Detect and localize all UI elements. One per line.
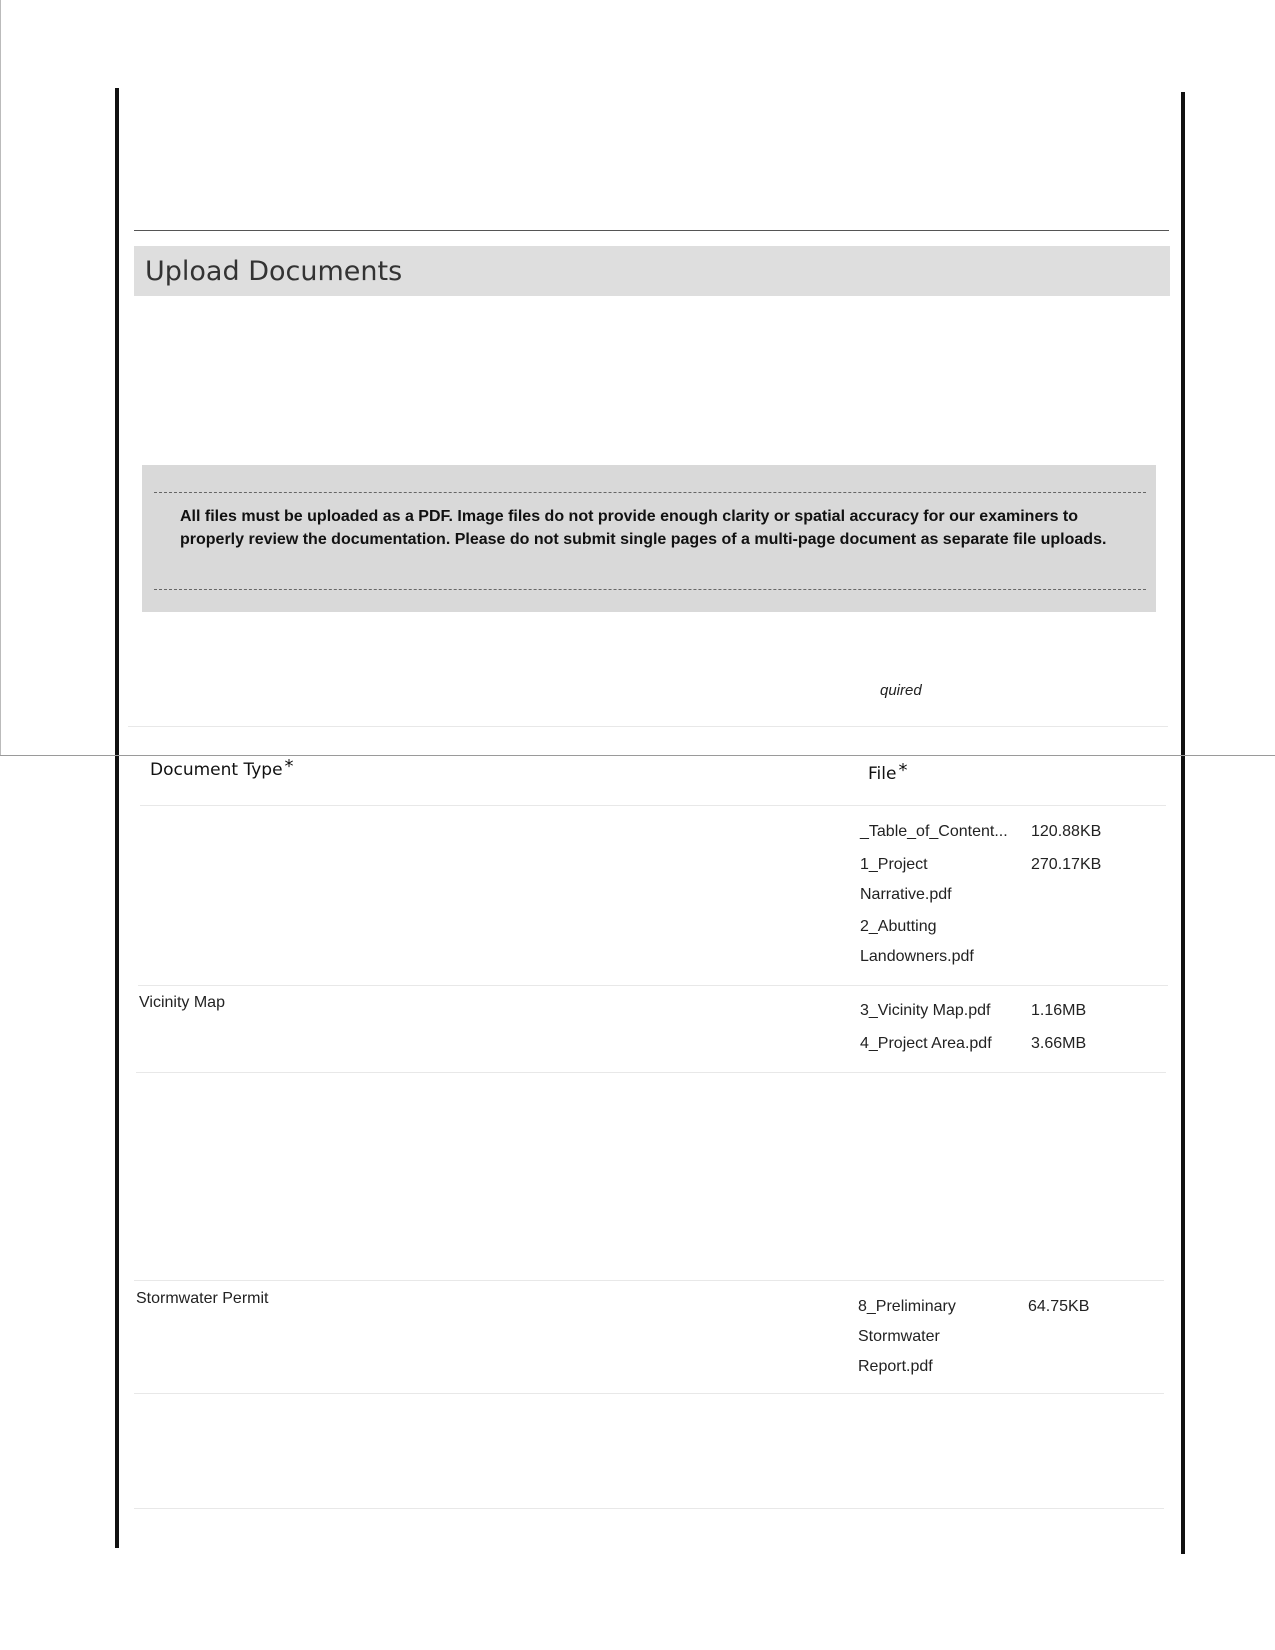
row-divider [140, 805, 1166, 806]
column-header-document-type-label: Document Type [150, 760, 283, 780]
scan-border-left [115, 88, 119, 1548]
notice-top-divider [154, 492, 1146, 493]
file-size: 1.16MB [1031, 1002, 1087, 1019]
section-header [134, 246, 1170, 296]
file-link[interactable]: 2_Abutting Landowners.pdf [860, 918, 974, 965]
notice-bottom-divider [154, 589, 1146, 590]
file-size: 64.75KB [1028, 1298, 1090, 1315]
scan-left-edge [0, 0, 1, 755]
file-link[interactable]: 4_Project Area.pdf [860, 1035, 992, 1052]
file-size: 270.17KB [1031, 856, 1102, 873]
page-title: Upload Documents [145, 256, 403, 287]
column-header-file-label: File [868, 764, 897, 784]
required-asterisk: * [898, 760, 908, 781]
file-link[interactable]: _Table_of_Content... [860, 823, 1008, 840]
scan-fold-line [0, 755, 1275, 756]
row-divider [136, 1072, 1166, 1073]
document-type-cell: Stormwater Permit [136, 1290, 269, 1307]
row-divider [134, 1393, 1164, 1394]
file-link[interactable]: 3_Vicinity Map.pdf [860, 1002, 991, 1019]
file-size: 3.66MB [1031, 1035, 1087, 1052]
required-asterisk: * [284, 756, 294, 777]
scan-border-right [1181, 92, 1185, 1554]
notice-text: All files must be uploaded as a PDF. Image files do not provide enough clarity or spatial accuracy for our examiners to properly review the documentation. Please do not submit single pages of a multi-page document as separate file uploads. [180, 508, 1107, 548]
row-divider [128, 726, 1168, 727]
file-link[interactable]: 8_Preliminary Stormwater Report.pdf [858, 1298, 956, 1375]
upload-notice [142, 465, 1156, 612]
row-divider [138, 985, 1168, 986]
row-divider [134, 1280, 1164, 1281]
row-divider [134, 1508, 1164, 1509]
file-link[interactable]: 1_Project Narrative.pdf [860, 856, 952, 903]
column-header-document-type [150, 756, 294, 781]
document-type-cell: Vicinity Map [139, 994, 225, 1011]
required-note: quired [880, 682, 922, 699]
column-header-file [868, 760, 908, 785]
file-size: 120.88KB [1031, 823, 1102, 840]
section-divider [134, 230, 1169, 231]
